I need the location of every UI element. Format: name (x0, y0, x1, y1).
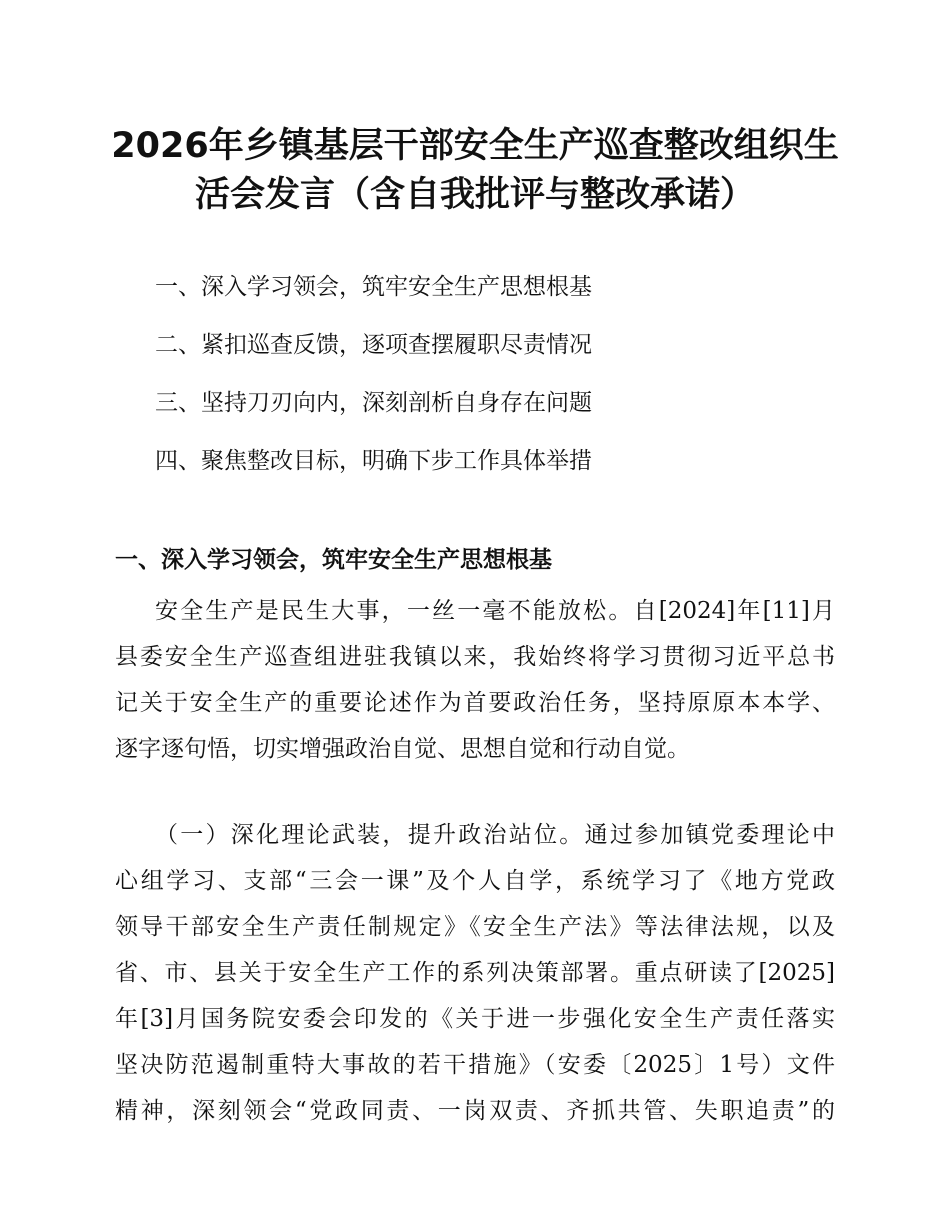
paragraph-1-line: 安全生产是民生大事，一丝一毫不能放松。自[2024]年[11]月 (155, 598, 835, 624)
paragraph-1-line: 逐字逐句悟，切实增强政治自觉、思想自觉和行动自觉。 (115, 736, 690, 762)
table-of-contents (155, 268, 592, 500)
paragraph-2-line: 领导干部安全生产责任制规定》《安全生产法》等法律法规，以及 (115, 914, 835, 940)
paragraph-2 (115, 812, 835, 1134)
paragraph-1 (115, 588, 835, 772)
title-line-1: 2026年乡镇基层干部安全生产巡查整改组织生 (111, 126, 839, 166)
paragraph-1-line: 县委安全生产巡查组进驻我镇以来，我始终将学习贯彻习近平总书 (115, 644, 835, 670)
paragraph-2-line: 心组学习、支部“三会一课”及个人自学，系统学习了《地方党政 (115, 868, 835, 894)
paragraph-2-line: 省、市、县关于安全生产工作的系列决策部署。重点研读了[2025] (115, 960, 835, 986)
paragraph-2-line: （一）深化理论武装，提升政治站位。通过参加镇党委理论中 (155, 822, 835, 848)
paragraph-2-line: 坚决防范遏制重特大事故的若干措施》（安委〔2025〕1号）文件 (115, 1052, 835, 1078)
section-1-heading: 一、深入学习领会，筑牢安全生产思想根基 (115, 547, 552, 573)
paragraph-2-line: 精神，深刻领会“党政同责、一岗双责、齐抓共管、失职追责”的 (115, 1098, 835, 1124)
paragraph-2-line: 年[3]月国务院安委会印发的《关于进一步强化安全生产责任落实 (115, 1006, 835, 1032)
toc-item-1: 一、深入学习领会，筑牢安全生产思想根基 (155, 274, 592, 300)
paragraph-1-line: 记关于安全生产的重要论述作为首要政治任务，坚持原原本本学、 (115, 690, 835, 716)
toc-item-2: 二、紧扣巡查反馈，逐项查摆履职尽责情况 (155, 332, 592, 358)
toc-item-4: 四、聚焦整改目标，明确下步工作具体举措 (155, 448, 592, 474)
toc-item-3: 三、坚持刀刃向内，深刻剖析自身存在问题 (155, 390, 592, 416)
document-title (100, 122, 850, 220)
title-line-2: 活会发言（含自我批评与整改承诺） (194, 175, 755, 215)
